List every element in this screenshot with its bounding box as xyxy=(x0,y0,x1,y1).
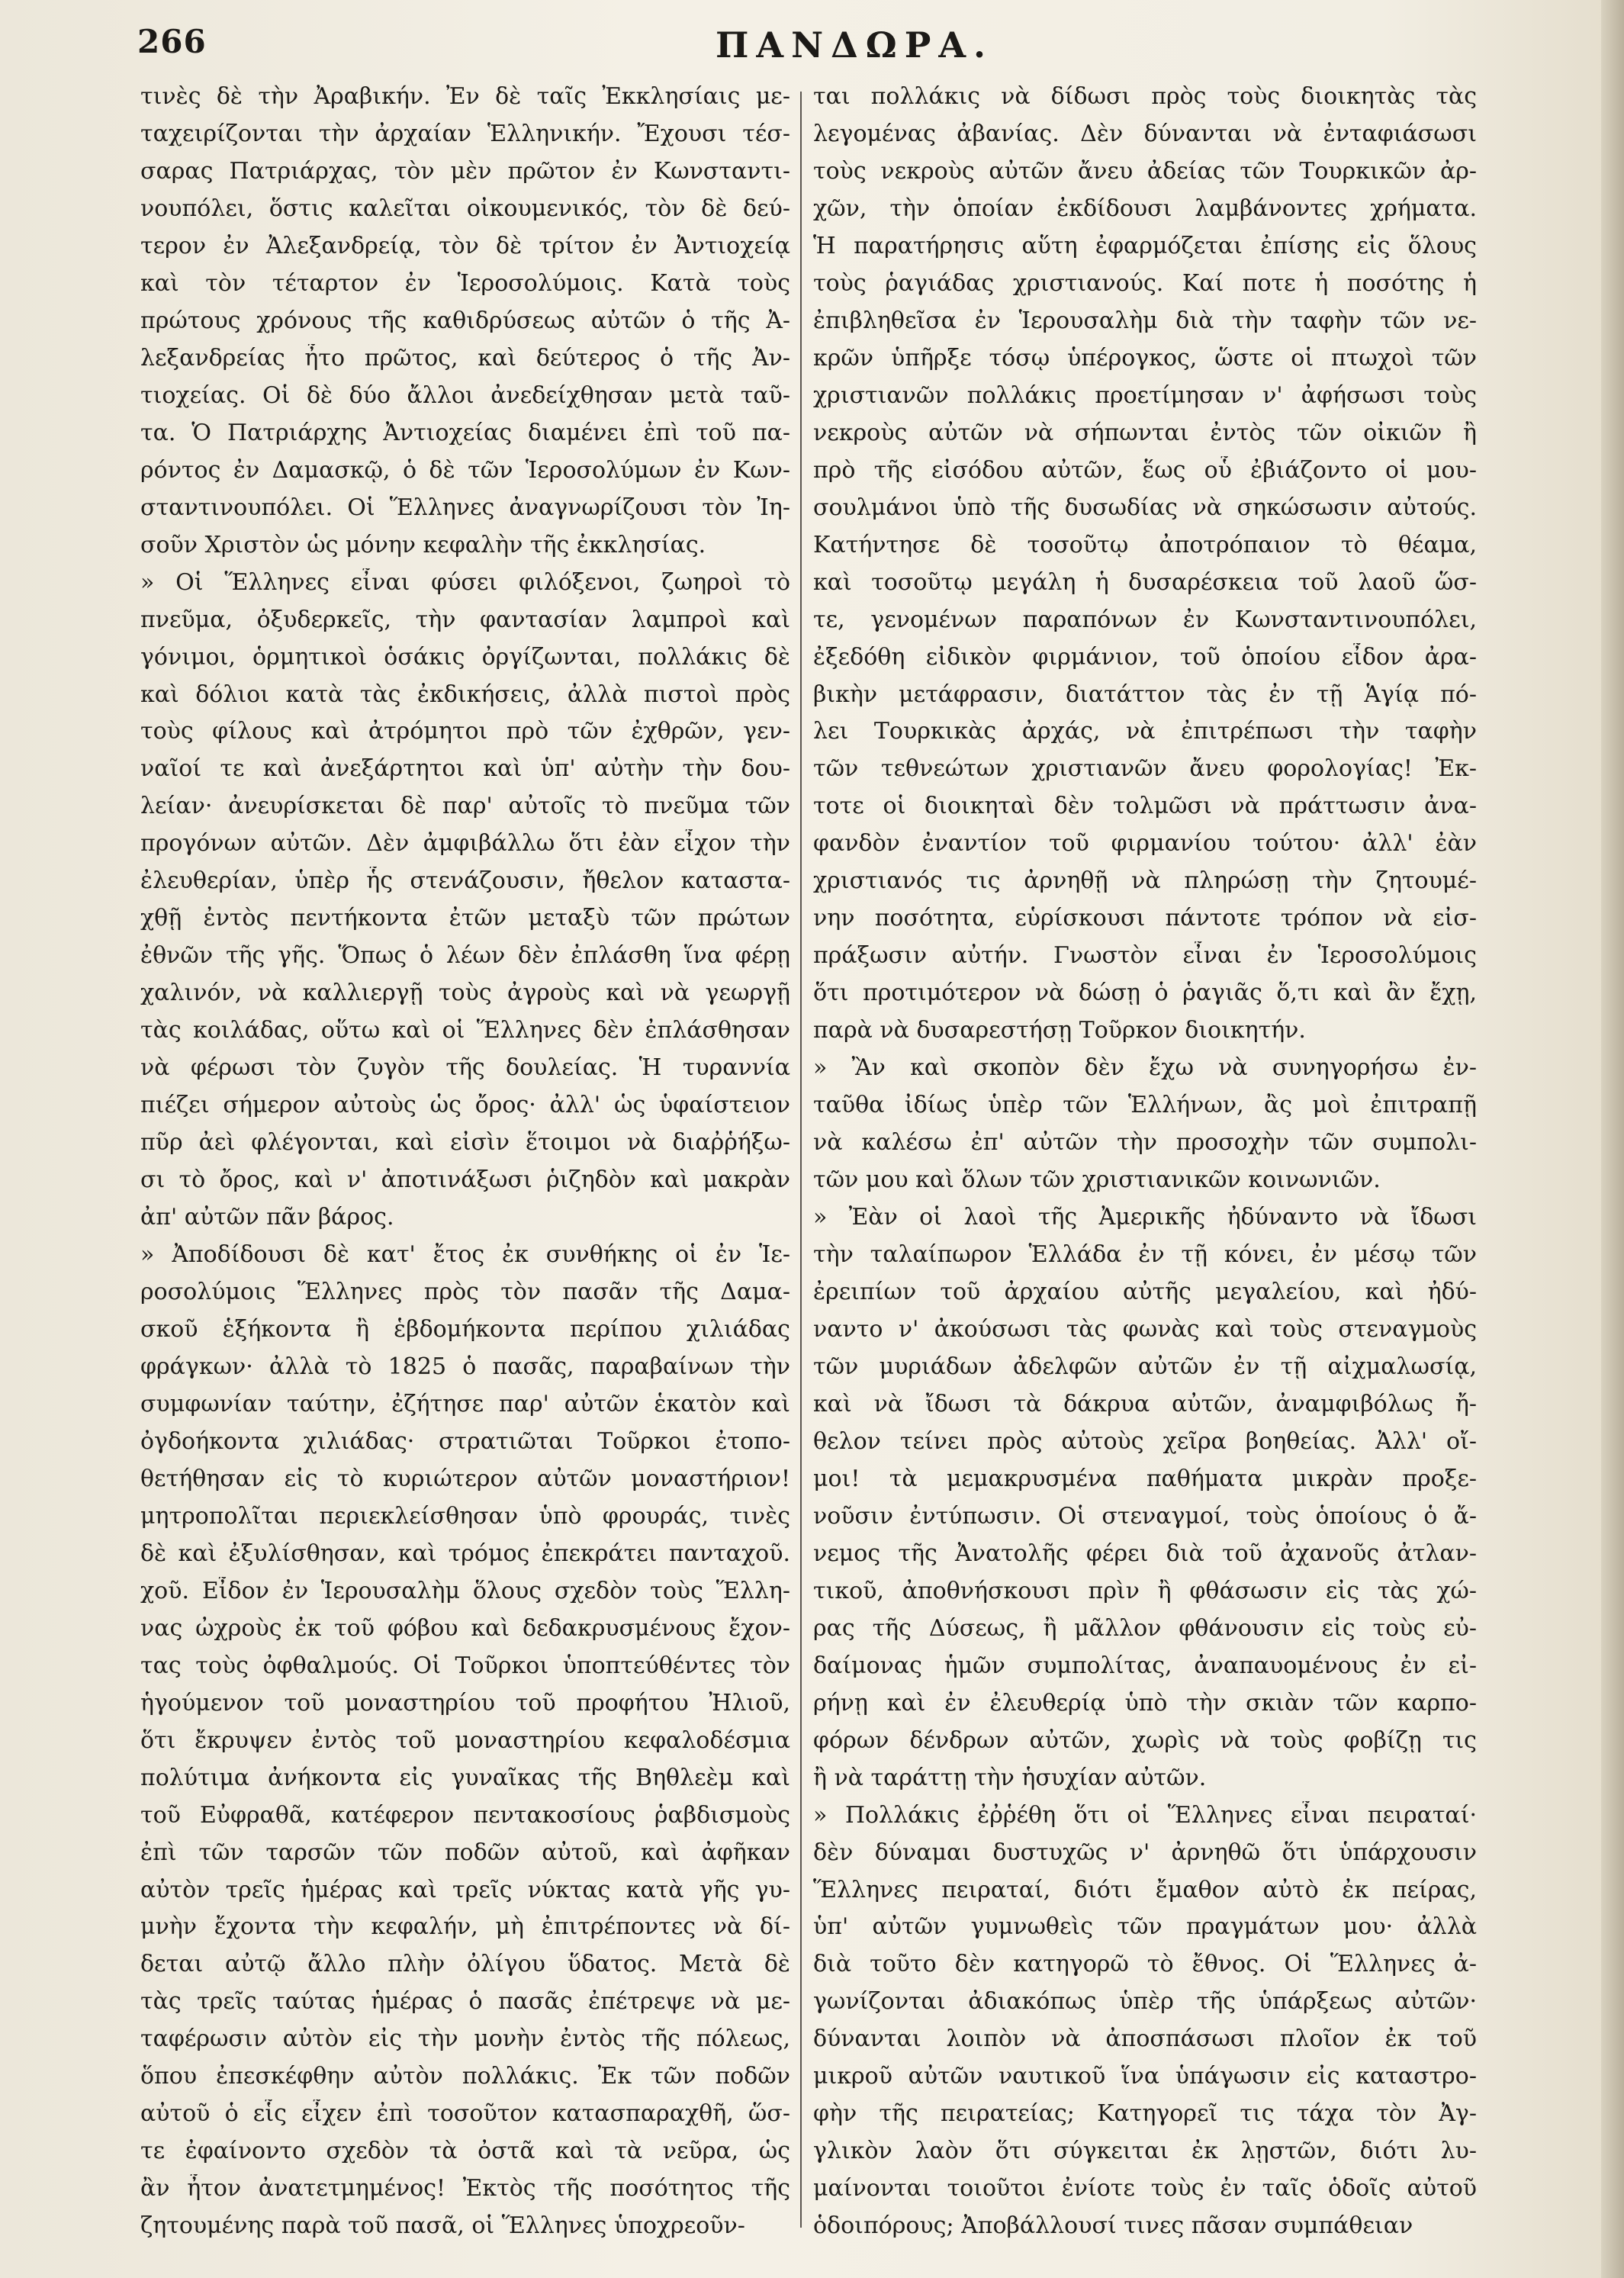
text-line: τῶν μου καὶ ὅλων τῶν χριστιανικῶν κοινωνιῶν. xyxy=(813,1166,1381,1194)
text-line: γωνίζονται ἀδιακόπως ὑπὲρ τῆς ὑπάρξεως αὐτῶν· xyxy=(813,1988,1477,2016)
text-line: συμφωνίαν ταύτην, ἐζήτησε παρ' αὐτῶν ἑκατὸν καὶ xyxy=(140,1390,790,1417)
text-line: κρῶν ὑπῆρξε τόσῳ ὑπέρογκος, ὥστε οἱ πτωχοὶ τῶν xyxy=(813,344,1477,372)
text-line: σκοῦ ἑξήκοντα ἢ ἑβδομήκοντα περίπου χιλιάδας xyxy=(140,1315,790,1343)
text-line: καὶ νὰ ἴδωσι τὰ δάκρυα αὐτῶν, ἀναμφιβόλως ἤ- xyxy=(813,1390,1477,1417)
text-line: λει Τουρκικὰς ἀρχάς, νὰ ἐπιτρέπωσι τὴν ταφὴν xyxy=(813,718,1477,745)
text-line: Ἡ παρατήρησις αὕτη ἐφαρμόζεται ἐπίσης εἰς ὅλους xyxy=(813,232,1477,259)
text-line: ἂν ἦτον ἀνατετμημένος! Ἐκτὸς τῆς ποσότητος τῆς xyxy=(140,2175,790,2202)
text-line: τοτε οἱ διοικηταὶ δὲν τολμῶσι νὰ πράττωσιν ἀνα- xyxy=(813,793,1477,820)
text-line: σαρας Πατριάρχας, τὸν μὲν πρῶτον ἐν Κωνσταντι- xyxy=(140,157,790,185)
text-line: τὰς κοιλάδας, οὕτω καὶ οἱ Ἕλληνες δὲν ἐπλάσθησαν xyxy=(140,1017,790,1044)
text-line: αὐτὸν τρεῖς ἡμέρας καὶ τρεῖς νύκτας κατὰ γῆς γυ- xyxy=(140,1876,790,1903)
text-line: μητροπολῖται περιεκλείσθησαν ὑπὸ φρουράς, τινὲς xyxy=(140,1502,790,1530)
text-line: τας τοὺς ὀφθαλμούς. Οἱ Τοῦρκοι ὑποπτεύθέντες τὸν xyxy=(140,1652,790,1679)
text-line: τὴν ταλαίπωρον Ἑλλάδα ἐν τῇ κόνει, ἐν μέσῳ τῶν xyxy=(813,1241,1477,1269)
page-spine-edge xyxy=(1601,0,1624,2278)
text-line: » Οἱ Ἕλληνες εἶναι φύσει φιλόξενοι, ζωηροὶ τὸ xyxy=(140,568,790,596)
page-number: 266 xyxy=(137,23,207,60)
text-line: ὅπου ἐπεσκέφθην αὐτὸν πολλάκις. Ἐκ τῶν ποδῶν xyxy=(140,2063,790,2090)
text-line: καὶ τοσοῦτῳ μεγάλη ἡ δυσαρέσκεια τοῦ λαοῦ ὥσ- xyxy=(813,568,1477,596)
text-line: δαίμονας ἡμῶν συμπολίτας, ἀναπαυομένους ἐν εἰ- xyxy=(813,1652,1477,1679)
text-line: » Ἐὰν οἱ λαοὶ τῆς Ἀμερικῆς ἠδύναντο νὰ ἴδωσι xyxy=(813,1204,1477,1231)
text-line: μοι! τὰ μεμακρυσμένα παθήματα μικρὰν προξε- xyxy=(813,1465,1477,1492)
text-line: Κατήντησε δὲ τοσοῦτῳ ἀποτρόπαιον τὸ θέαμα, xyxy=(813,531,1477,558)
text-line: σταντινουπόλει. Οἱ Ἕλληνες ἀναγνωρίζουσι τὸν Ἰη- xyxy=(140,494,790,521)
text-line: » Πολλάκις ἐῤῥέθη ὅτι οἱ Ἕλληνες εἶναι πειραταί· xyxy=(813,1801,1477,1829)
text-line: ἐρειπίων τοῦ ἀρχαίου αὐτῆς μεγαλείου, καὶ ἠδύ- xyxy=(813,1279,1477,1305)
text-line: νην ποσότητα, εὑρίσκουσι πάντοτε τρόπον νὰ εἰσ- xyxy=(813,905,1477,932)
text-line: χῶν, τὴν ὁποίαν ἐκδίδουσι λαμβάνοντες χρήματα. xyxy=(813,195,1477,222)
text-line: σι τὸ ὄρος, καὶ ν' ἀποτινάξωσι ῥιζηδὸν καὶ μακρὰν xyxy=(140,1166,790,1194)
text-line: τοὺς ῥαγιάδας χριστιανούς. Καί ποτε ἡ ποσότης ἡ xyxy=(813,269,1477,297)
left-column xyxy=(140,82,790,2241)
text-line: ὅτι προτιμότερον νὰ δώσῃ ὁ ῥαγιᾶς ὅ,τι καὶ ἂν ἔχῃ, xyxy=(813,980,1477,1007)
text-line: τῶν μυριάδων ἀδελφῶν αὐτῶν ἐν τῇ αἰχμαλωσίᾳ, xyxy=(813,1353,1477,1380)
text-line: πῦρ ἀεὶ φλέγονται, καὶ εἰσὶν ἕτοιμοι νὰ διαῤῥήξω- xyxy=(140,1129,790,1157)
text-line: πρώτους χρόνους τῆς καθιδρύσεως αὐτῶν ὁ τῆς Ἀ- xyxy=(140,307,790,334)
text-line: ρας τῆς Δύσεως, ἢ μᾶλλον φθάνουσιν εἰς τοὺς εὐ- xyxy=(813,1614,1477,1642)
column-divider xyxy=(800,92,802,2228)
text-line: χθῇ ἐντὸς πεντήκοντα ἐτῶν μεταξὺ τῶν πρώτων xyxy=(140,905,790,932)
text-line: φὴν τῆς πειρατείας; Κατηγορεῖ τις τάχα τὸν Ἀγ- xyxy=(813,2100,1477,2128)
text-line: τοὺς νεκροὺς αὐτῶν ἄνευ ἀδείας τῶν Τουρκικῶν ἀρ- xyxy=(813,157,1477,185)
text-line: παρὰ νὰ δυσαρεστήσῃ Τοῦρκον διοικητήν. xyxy=(813,1017,1306,1044)
text-line: πολύτιμα ἀνήκοντα εἰς γυναῖκας τῆς Βηθλεὲμ καὶ xyxy=(140,1764,790,1791)
text-line: σοῦν Χριστὸν ὡς μόνην κεφαλὴν τῆς ἐκκλησίας. xyxy=(140,531,706,558)
text-line: νεμος τῆς Ἀνατολῆς φέρει διὰ τοῦ ἀχανοῦς ἀτλαν- xyxy=(813,1540,1477,1567)
text-line: » Ἂν καὶ σκοπὸν δὲν ἔχω νὰ συνηγορήσω ἐν- xyxy=(813,1054,1477,1082)
text-line: » Ἀποδίδουσι δὲ κατ' ἔτος ἐκ συνθήκης οἱ ἐν Ἱε- xyxy=(140,1241,790,1269)
text-line: τικοῦ, ἀποθνήσκουσι πρὶν ἢ φθάσωσιν εἰς τὰς χώ- xyxy=(813,1577,1477,1604)
text-line: ὀγδοήκοντα χιλιάδας· στρατιῶται Τοῦρκοι ἐτοπο- xyxy=(140,1427,790,1455)
text-line: πράξωσιν αὐτήν. Γνωστὸν εἶναι ἐν Ἱεροσολύμοις xyxy=(813,942,1477,970)
text-line: ρόντος ἐν Δαμασκῷ, ὁ δὲ τῶν Ἱεροσολύμων ἐν Κων- xyxy=(140,456,790,484)
text-line: λεξανδρείας ἦτο πρῶτος, καὶ δεύτερος ὁ τῆς Ἀν- xyxy=(140,344,790,372)
page-header xyxy=(137,23,1571,69)
text-line: φράγκων· ἀλλὰ τὸ 1825 ὁ πασᾶς, παραβαίνων τὴν xyxy=(140,1353,790,1380)
text-line: σουλμάνοι ὑπὸ τῆς δυσωδίας νὰ σηκώσωσιν αὐτούς. xyxy=(813,494,1477,521)
text-line: ταῦθα ἰδίως ὑπὲρ τῶν Ἑλλήνων, ἂς μοὶ ἐπιτραπῇ xyxy=(813,1092,1477,1119)
text-line: νεκροὺς αὐτῶν νὰ σήπωνται ἐντὸς τῶν οἰκιῶν ἢ xyxy=(813,419,1477,446)
text-line: ται πολλάκις νὰ δίδωσι πρὸς τοὺς διοικητὰς τὰς xyxy=(813,83,1477,110)
running-title: ΠΑΝΔΩΡΑ. xyxy=(715,24,994,66)
text-line: γλικὸν λαὸν ὅτι σύγκειται ἐκ λῃστῶν, διότι λυ- xyxy=(813,2138,1477,2165)
text-line: λείαν· ἀνευρίσκεται δὲ παρ' αὐτοῖς τὸ πνεῦμα τῶν xyxy=(140,793,790,820)
text-line: τοῦ Εὐφραθᾶ, κατέφερον πεντακοσίους ῥαβδισμοὺς xyxy=(140,1801,790,1829)
text-line: τε ἐφαίνοντο σχεδὸν τὰ ὀστᾶ καὶ τὰ νεῦρα, ὡς xyxy=(140,2138,790,2165)
text-line: δὲν δύναμαι δυστυχῶς ν' ἀρνηθῶ ὅτι ὑπάρχουσιν xyxy=(813,1839,1477,1866)
text-line: ἐπιβληθεῖσα ἐν Ἱερουσαλὴμ διὰ τὴν ταφὴν τῶν νε- xyxy=(813,307,1477,334)
text-line: νας ὠχροὺς ἐκ τοῦ φόβου καὶ δεδακρυσμένους ἔχον- xyxy=(140,1614,790,1642)
text-line: καὶ δόλιοι κατὰ τὰς ἐκδικήσεις, ἀλλὰ πιστοὶ πρὸς xyxy=(140,681,790,708)
text-line: αὐτοῦ ὁ εἷς εἶχεν ἐπὶ τοσοῦτον κατασπαραχθῆ, ὥσ- xyxy=(140,2100,790,2128)
text-line: ἐλευθερίαν, ὑπὲρ ἧς στενάζουσιν, ἤθελον καταστα- xyxy=(140,867,790,895)
text-line: διὰ τοῦτο δὲν κατηγορῶ τὸ ἔθνος. Οἱ Ἕλληνες ἀ- xyxy=(813,1951,1477,1978)
text-line: ἢ νὰ ταράττῃ τὴν ἡσυχίαν αὐτῶν. xyxy=(813,1764,1207,1791)
text-line: νουπόλει, ὅστις καλεῖται οἰκουμενικός, τὸν δὲ δεύ- xyxy=(140,195,790,222)
text-line: τερον ἐν Ἀλεξανδρείᾳ, τὸν δὲ τρίτον ἐν Ἀντιοχείᾳ xyxy=(140,232,790,259)
text-line: μνὴν ἔχοντα τὴν κεφαλήν, μὴ ἐπιτρέποντες νὰ δί- xyxy=(140,1913,790,1941)
text-line: δύνανται λοιπὸν νὰ ἀποσπάσωσι πλοῖον ἐκ τοῦ xyxy=(813,2025,1477,2053)
text-line: τοὺς φίλους καὶ ἀτρόμητοι πρὸ τῶν ἐχθρῶν, γεν- xyxy=(140,718,790,745)
text-line: καὶ τὸν τέταρτον ἐν Ἱεροσολύμοις. Κατὰ τοὺς xyxy=(140,269,790,297)
text-line: πιέζει σήμερον αὐτοὺς ὡς ὄρος· ἀλλ' ὡς ὑφαίστειον xyxy=(140,1092,790,1119)
text-line: ταχειρίζονται τὴν ἀρχαίαν Ἑλληνικήν. Ἔχουσι τέσ- xyxy=(140,120,790,147)
text-line: μαίνονται τοιοῦτοι ἐνίοτε τοὺς ἐν ταῖς ὁδοῖς αὐτοῦ xyxy=(813,2175,1477,2202)
text-line: χαλινόν, νὰ καλλιεργῇ τοὺς ἀγροὺς καὶ νὰ γεωργῇ xyxy=(140,980,790,1007)
text-line: τινὲς δὲ τὴν Ἀραβικήν. Ἐν δὲ ταῖς Ἐκκλησίαις με- xyxy=(140,83,790,110)
text-line: ἐξεδόθη εἰδικὸν φιρμάνιον, τοῦ ὁποίου εἶδον ἀρα- xyxy=(813,643,1477,671)
text-line: χριστιανῶν πολλάκις προετίμησαν ν' ἀφήσωσι τοὺς xyxy=(813,381,1477,409)
text-line: νὰ καλέσω ἐπ' αὐτῶν τὴν προσοχὴν τῶν συμπολι- xyxy=(813,1129,1477,1157)
text-line: ὑπ' αὐτῶν γυμνωθεὶς τῶν πραγμάτων μου· ἀλλὰ xyxy=(813,1913,1477,1941)
text-line: δὲ καὶ ἐξυλίσθησαν, καὶ τρόμος ἐπεκράτει πανταχοῦ. xyxy=(140,1540,790,1567)
text-line: τε, γενομένων παραπόνων ἐν Κωνσταντινουπόλει, xyxy=(813,606,1477,633)
text-line: ἐπὶ τῶν ταρσῶν τῶν ποδῶν αὐτοῦ, καὶ ἀφῆκαν xyxy=(140,1839,790,1866)
text-line: ἀπ' αὐτῶν πᾶν βάρος. xyxy=(140,1204,394,1231)
text-line: ρήνῃ καὶ ἐν ἐλευθερίᾳ ὑπὸ τὴν σκιὰν τῶν καρπο- xyxy=(813,1689,1477,1717)
text-line: φανδὸν ἐναντίον τοῦ φιρμανίου τούτου· ἀλλ' ἐὰν xyxy=(813,830,1477,857)
text-line: προγόνων αὐτῶν. Δὲν ἀμφιβάλλω ὅτι ἐὰν εἶχον τὴν xyxy=(140,830,790,857)
text-line: φόρων δένδρων αὐτῶν, χωρὶς νὰ τοὺς φοβίζῃ τις xyxy=(813,1726,1477,1754)
text-line: θετήθησαν εἰς τὸ κυριώτερον αὐτῶν μοναστήριον! xyxy=(140,1465,790,1492)
text-line: βικὴν μετάφρασιν, διατάττον τὰς ἐν τῇ Ἁγίᾳ πό- xyxy=(813,681,1477,708)
text-line: τὰς τρεῖς ταύτας ἡμέρας ὁ πασᾶς ἐπέτρεψε νὰ με- xyxy=(140,1988,790,2016)
text-line: θελον τείνει πρὸς αὐτοὺς χεῖρα βοηθείας. Ἀλλ' οἴ- xyxy=(813,1427,1477,1455)
text-line: πρὸ τῆς εἰσόδου αὐτῶν, ἕως οὗ ἐβιάζοντο οἱ μου- xyxy=(813,456,1477,484)
text-line: ἡγούμενον τοῦ μοναστηρίου τοῦ προφήτου Ἠλιοῦ, xyxy=(140,1689,790,1717)
text-line: νὰ φέρωσι τὸν ζυγὸν τῆς δουλείας. Ἡ τυραννία xyxy=(140,1054,790,1082)
text-line: τιοχείας. Οἱ δὲ δύο ἄλλοι ἀνεδείχθησαν μετὰ ταῦ- xyxy=(140,381,790,409)
text-line: νοῦσιν ἐντύπωσιν. Οἱ στεναγμοί, τοὺς ὁποίους ὁ ἄ- xyxy=(813,1502,1477,1530)
text-line: ὁδοιπόρους; Ἀποβάλλουσί τινες πᾶσαν συμπάθειαν xyxy=(813,2212,1413,2240)
text-line: ναῖοί τε καὶ ἀνεξάρτητοι καὶ ὑπ' αὐτὴν τὴν δου- xyxy=(140,755,790,783)
text-line: ροσολύμοις Ἕλληνες πρὸς τὸν πασᾶν τῆς Δαμα- xyxy=(140,1279,790,1305)
text-line: δεται αὐτῷ ἄλλο πλὴν ὀλίγου ὕδατος. Μετὰ δὲ xyxy=(140,1951,790,1978)
text-line: χριστιανός τις ἀρνηθῇ νὰ πληρώσῃ τὴν ζητουμέ- xyxy=(813,867,1477,895)
text-line: ζητουμένης παρὰ τοῦ πασᾶ, οἱ Ἕλληνες ὑποχρεοῦν- xyxy=(140,2212,745,2240)
text-line: λεγομένας ἀβανίας. Δὲν δύνανται νὰ ἐνταφιάσωσι xyxy=(813,120,1477,147)
text-line: χοῦ. Εἶδον ἐν Ἱερουσαλὴμ ὅλους σχεδὸν τοὺς Ἕλλη- xyxy=(140,1577,790,1604)
text-line: ὅτι ἔκρυψεν ἐντὸς τοῦ μοναστηρίου κεφαλοδέσμια xyxy=(140,1726,790,1754)
text-line: Ἕλληνες πειραταί, διότι ἔμαθον αὐτὸ ἐκ πείρας, xyxy=(813,1876,1477,1903)
text-line: ταφέρωσιν αὐτὸν εἰς τὴν μονὴν ἐντὸς τῆς πόλεως, xyxy=(140,2025,790,2053)
text-line: τῶν τεθνεώτων χριστιανῶν ἄνευ φορολογίας! Ἐκ- xyxy=(813,755,1477,783)
text-line: ἐθνῶν τῆς γῆς. Ὅπως ὁ λέων δὲν ἐπλάσθη ἵνα φέρῃ xyxy=(140,942,790,970)
text-line: τα. Ὁ Πατριάρχης Ἀντιοχείας διαμένει ἐπὶ τοῦ πα- xyxy=(140,419,790,446)
text-line: ναντο ν' ἀκούσωσι τὰς φωνὰς καὶ τοὺς στεναγμοὺς xyxy=(813,1315,1477,1343)
text-line: πνεῦμα, ὀξυδερκεῖς, τὴν φαντασίαν λαμπροὶ καὶ xyxy=(140,606,790,633)
text-line: γόνιμοι, ὁρμητικοὶ ὁσάκις ὀργίζωνται, πολλάκις δὲ xyxy=(140,643,790,671)
text-line: μικροῦ αὐτῶν ναυτικοῦ ἵνα ὑπάγωσιν εἰς καταστρο- xyxy=(813,2063,1477,2090)
right-column xyxy=(813,82,1477,2241)
